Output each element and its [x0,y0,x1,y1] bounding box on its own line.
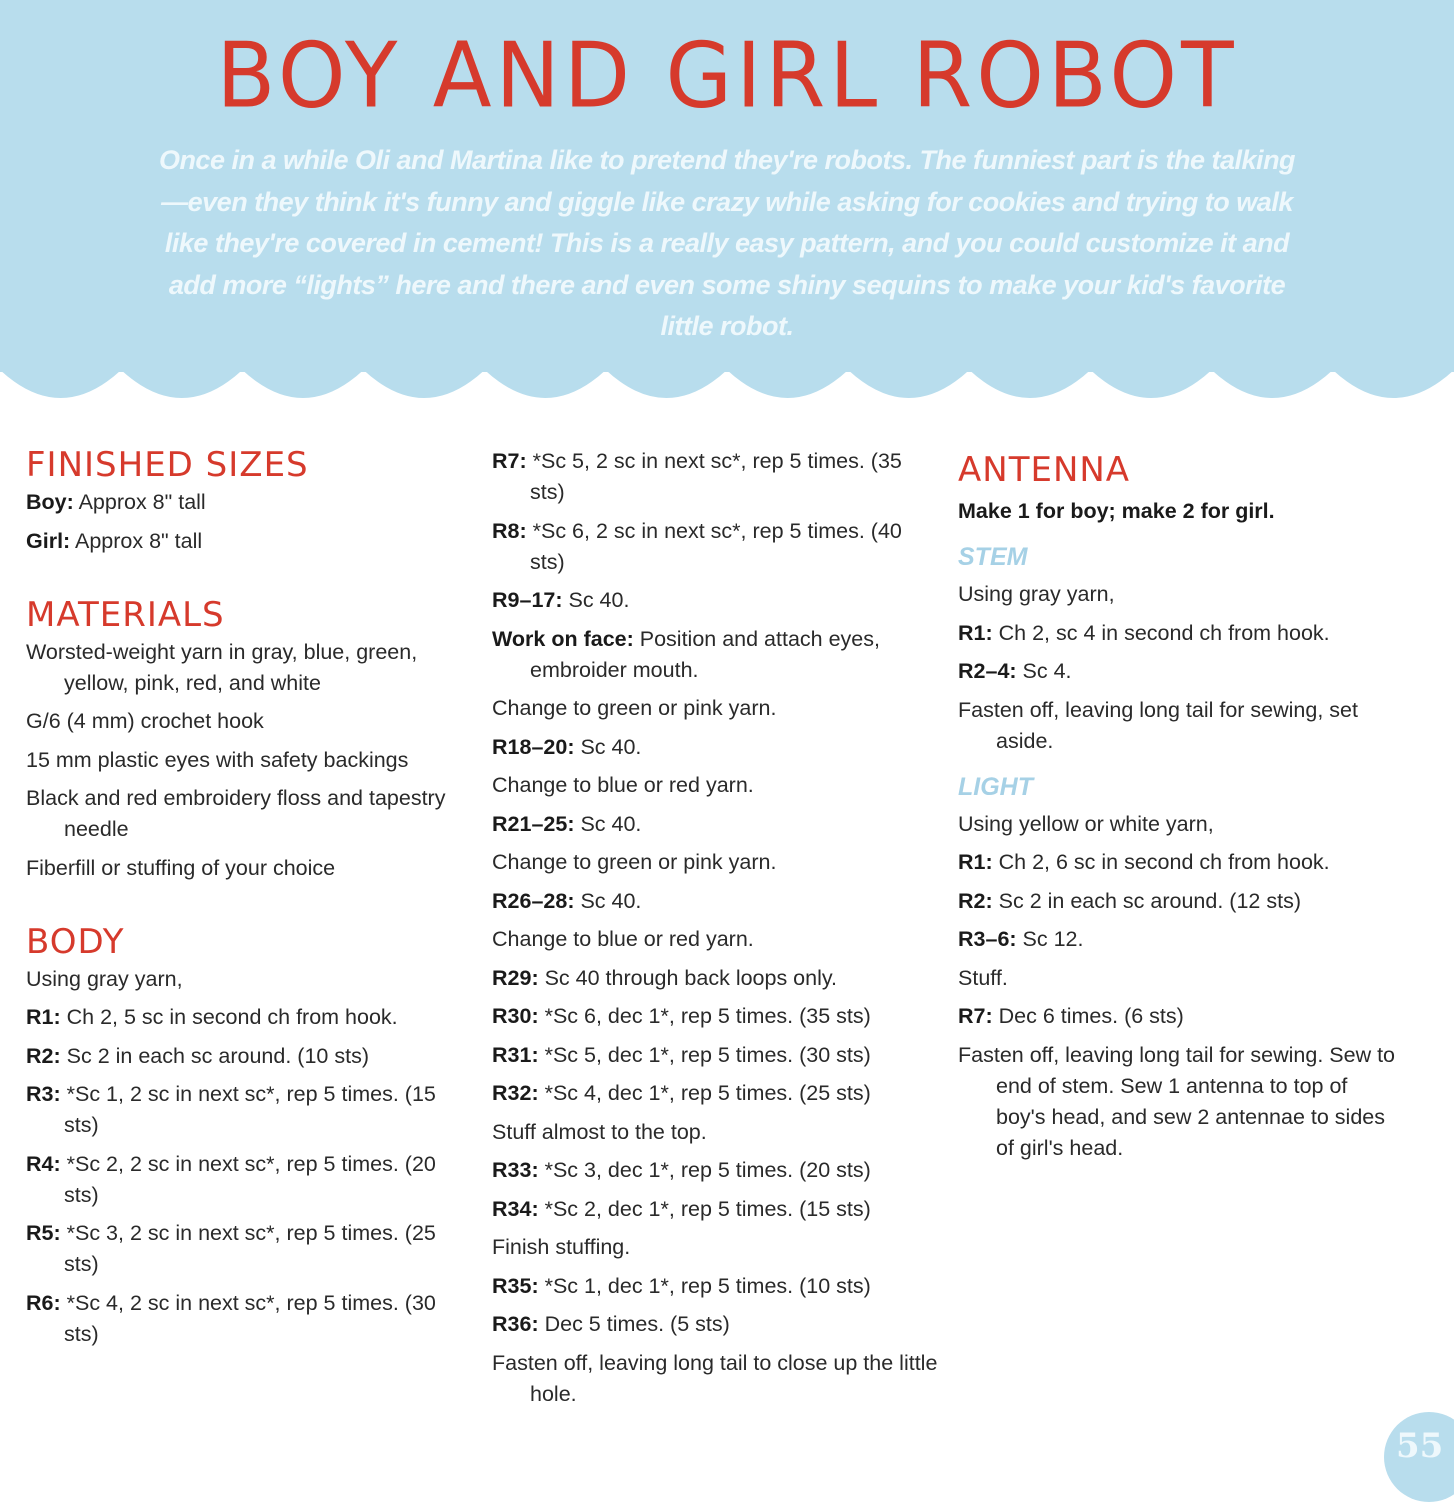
page-title: BOY AND GIRL ROBOT [216,23,1238,129]
instruction-item [26,706,466,737]
instruction-label: R18–20: [492,734,575,759]
instruction-item [492,963,942,994]
instruction-item [26,964,466,995]
instruction-item [26,1041,466,1072]
instruction-text: *Sc 4, 2 sc in next sc*, rep 5 times. (30 sts) [60,1290,436,1346]
instruction-item [958,886,1398,917]
column-left [26,445,466,1357]
instruction-text: Ch 2, sc 4 in second ch from hook. [992,620,1330,645]
instruction-text: Stuff. [958,965,1008,990]
instruction-label: R3–6: [958,927,1017,951]
instruction-item [26,487,466,518]
instruction-text: Dec 6 times. (6 sts) [992,1004,1184,1028]
instruction-text: *Sc 5, dec 1*, rep 5 times. (30 sts) [538,1042,871,1067]
instruction-label: R21–25: [492,811,575,836]
intro-paragraph: Once in a while Oli and Martina like to pretend they're robots. The funniest part is the talking—even they think it's funny and giggle like crazy while asking for cookies and trying to walk like they're covered in cement! This is a really easy pattern, and you could customize it and add more “lights” here and there and even some shiny sequins to make your kid's favorite little robot. [158,145,1296,341]
instruction-item [492,809,942,840]
instruction-item [492,624,942,686]
instruction-text: Approx 8" tall [70,528,203,553]
instruction-item [492,924,942,955]
instruction-item [492,1271,942,1302]
instruction-text: *Sc 4, dec 1*, rep 5 times. (25 sts) [538,1081,871,1105]
instruction-text: Ch 2, 5 sc in second ch from hook. [60,1005,398,1029]
instruction-text: Using gray yarn, [26,966,183,991]
instruction-item [492,1117,942,1148]
instruction-item [492,1155,942,1186]
column-right [958,450,1398,1171]
instruction-text: Change to blue or red yarn. [492,773,754,797]
finished-sizes-list [26,487,466,557]
instruction-item [492,1348,942,1410]
instruction-item [958,963,1398,994]
instruction-text: Change to blue or red yarn. [492,927,754,951]
instruction-label: R1: [958,850,993,874]
instruction-item [492,585,942,616]
instruction-text: *Sc 1, 2 sc in next sc*, rep 5 times. (15 sts) [60,1082,436,1137]
instruction-text: Change to green or pink yarn. [492,850,777,874]
instruction-text: Using yellow or white yarn, [958,811,1214,836]
instruction-item [26,1149,466,1211]
instruction-label: R3: [26,1082,61,1106]
instruction-label: R1: [26,1005,61,1029]
instruction-label: R34: [492,1196,539,1221]
instruction-text: Ch 2, 6 sc in second ch from hook. [992,850,1330,874]
materials-heading: MATERIALS [26,594,225,635]
instruction-label: R32: [492,1081,539,1105]
body-instructions-continued [492,446,942,1410]
instruction-text: Sc 2 in each sc around. (10 sts) [60,1043,369,1068]
instruction-label: Girl: [26,528,71,553]
instruction-text: Sc 4. [1016,659,1072,683]
instruction-item [492,1309,942,1340]
body-instructions [26,964,466,1350]
antenna-note: Make 1 for boy; make 2 for girl. [958,499,1275,523]
antenna-heading: ANTENNA [958,450,1131,490]
scalloped-edge [0,370,1454,402]
instruction-text: Sc 40. [562,588,630,612]
instruction-text: Approx 8" tall [73,490,206,514]
instruction-text: Position and attach eyes, embroider mouth. [530,626,880,682]
instruction-item [492,770,942,801]
instruction-item [26,526,466,557]
instruction-label: R8: [492,518,527,543]
instruction-text: *Sc 6, dec 1*, rep 5 times. (35 sts) [538,1004,871,1028]
instruction-text: Using gray yarn, [958,582,1115,606]
instruction-item [492,446,942,508]
instruction-label: R35: [492,1273,539,1298]
instruction-item [958,579,1398,610]
instruction-item [958,656,1398,687]
instruction-item [492,1001,942,1032]
instruction-text: Sc 40. [574,734,642,759]
instruction-text: Sc 40. [574,811,642,836]
instruction-text: *Sc 2, 2 sc in next sc*, rep 5 times. (20 sts) [60,1151,436,1207]
instruction-label: R2: [26,1043,61,1068]
instruction-item [958,847,1398,878]
body-heading: BODY [26,921,125,962]
instruction-item [492,886,942,917]
instruction-item [26,637,466,699]
instruction-item [26,1079,466,1141]
column-middle [492,446,942,1417]
instruction-text: Fasten off, leaving long tail to close up the little hole. [492,1350,938,1406]
instruction-text: *Sc 5, 2 sc in next sc*, rep 5 times. (35 sts) [526,449,902,504]
instruction-text: Black and red embroidery floss and tapestry needle [26,786,446,841]
instruction-item [492,1232,942,1263]
instruction-item [958,695,1398,757]
instruction-item [958,618,1398,649]
instruction-item [26,853,466,884]
instruction-text: Sc 2 in each sc around. (12 sts) [992,888,1301,913]
instruction-item [492,732,942,763]
instruction-label: Boy: [26,490,74,514]
instruction-text: Worsted-weight yarn in gray, blue, green, yellow, pink, red, and white [26,639,418,695]
instruction-label: R7: [958,1004,993,1028]
instruction-item [958,809,1398,840]
instruction-item [492,516,942,578]
finished-sizes-heading: FINISHED SIZES [26,445,309,485]
instruction-label: R33: [492,1158,539,1182]
scallop-shape [0,370,1454,398]
instruction-text: Fasten off, leaving long tail for sewing. Sew to end of stem. Sew 1 antenna to top of boy's head, and sew 2 antennae to sides of girl's head. [958,1042,1396,1160]
instruction-item [492,1194,942,1225]
instruction-text: Stuff almost to the top. [492,1119,707,1144]
instruction-label: Work on face: [492,626,634,651]
instruction-text: Change to green or pink yarn. [492,696,777,720]
instruction-label: R26–28: [492,888,575,913]
instruction-text: *Sc 1, dec 1*, rep 5 times. (10 sts) [538,1273,871,1298]
instruction-text: Sc 12. [1016,927,1084,951]
instruction-label: R36: [492,1312,539,1336]
instruction-item [958,1040,1398,1164]
instruction-item [958,1001,1398,1032]
instruction-text: 15 mm plastic eyes with safety backings [26,747,409,772]
stem-heading: STEM [958,543,1028,571]
instruction-item [492,847,942,878]
instruction-item [492,1078,942,1109]
instruction-text: Sc 40. [574,888,642,913]
instruction-item [492,1040,942,1071]
instruction-text: Fasten off, leaving long tail for sewing, set aside. [958,697,1358,753]
instruction-text: G/6 (4 mm) crochet hook [26,709,264,733]
instruction-item [26,745,466,776]
instruction-label: R9–17: [492,588,563,612]
instruction-item [26,1218,466,1280]
instruction-text: Sc 40 through back loops only. [538,965,838,990]
instruction-label: R30: [492,1004,539,1028]
instruction-label: R2–4: [958,659,1017,683]
instruction-label: R1: [958,620,993,645]
instruction-label: R2: [958,888,993,913]
instruction-label: R4: [26,1151,61,1176]
instruction-text: Dec 5 times. (5 sts) [538,1312,730,1336]
instruction-label: R31: [492,1042,539,1067]
instruction-label: R5: [26,1221,61,1245]
instruction-text: *Sc 6, 2 sc in next sc*, rep 5 times. (40 sts) [526,518,902,574]
instruction-item [958,924,1398,955]
instruction-text: *Sc 3, 2 sc in next sc*, rep 5 times. (25 sts) [60,1221,436,1276]
instruction-item [492,693,942,724]
light-instructions [958,809,1398,1164]
instruction-label: R6: [26,1290,61,1315]
light-heading: LIGHT [958,772,1033,801]
instruction-item [26,1002,466,1033]
instruction-item [26,783,466,845]
instruction-text: *Sc 3, dec 1*, rep 5 times. (20 sts) [538,1158,871,1182]
instruction-text: Finish stuffing. [492,1235,631,1259]
materials-list [26,637,466,884]
instruction-item [26,1288,466,1350]
page-number: 55 [1384,1412,1454,1502]
stem-instructions [958,579,1398,757]
instruction-text: *Sc 2, dec 1*, rep 5 times. (15 sts) [538,1196,871,1221]
instruction-label: R7: [492,449,527,473]
instruction-text: Fiberfill or stuffing of your choice [26,855,336,880]
instruction-label: R29: [492,965,539,990]
